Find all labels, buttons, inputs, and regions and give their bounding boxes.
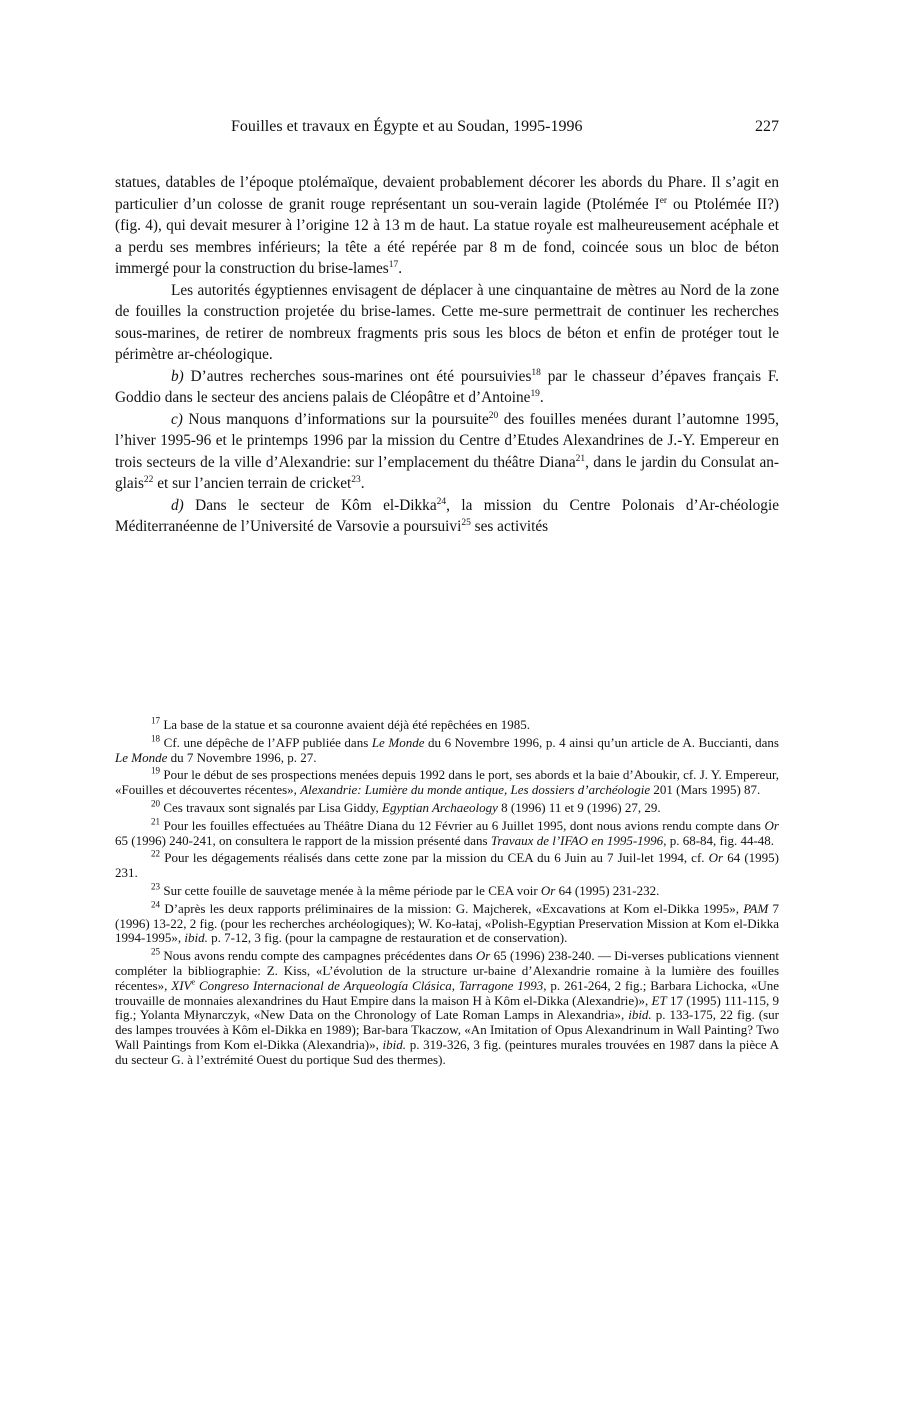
footnote-17: $^{17}$ La base de la statue et sa couronne avaient déjà été repêchées en 1985. — [151, 715, 531, 732]
footnote-25: $^{25}$ Nous avons rendu compte des campagnes précédentes dans Or 65 (1996) 238-240. — Di-verses publications viennent compléter la bibliographie: Z. Kiss, «L’évolution de la structure ur-baine d’Alexandrie romaine à la lumière des fouilles récentes», XIVe Congreso Internacional de Arqueología Clásica, Tarragone 1993, p. 261-264, 2 fig.; Barbara Lichocka, «Une trouvaille de monnaies alexandrines du Haut Empire dans la maison H à Kôm el-Dikka (Alexandrie)», ET 17 (1995) 111-115, 9 fig.; Yolanta Młynarczyk, «New Data on the Chronology of Late Roman Lamps in Alexandria», ibid. p. 133-175, 22 fig. (sur des lampes trouvées à Kôm el-Dikka en 1989); Bar-bara Tkaczow, «An Imitation of Opus Alexandrinum in Wall Painting? Two Wall Paintings from Kom el-Dikka (Alexandria)», ibid. p. 319-326, 3 fig. (peintures murales trouvées en 1987 dans la pièce A du secteur G. à l’extrémité Ouest du portique Sud des thermes). — [115, 946, 779, 1067]
footnote-21: $^{21}$ Pour les fouilles effectuées au Théâtre Diana du 12 Février au 6 Juillet 1995, dont nous avions rendu compte dans Or 65 (1996) 240-241, on consultera le rapport de la mission présenté dans Travaux de l’IFAO en 1995-1996, p. 68-84, fig. 44-48. — [115, 816, 779, 848]
footnotes — [115, 715, 780, 1071]
footnote-ref-18[interactable]: 18 — [531, 367, 541, 378]
footnote-ref-23[interactable]: 23 — [351, 474, 361, 485]
footnote-ref-21[interactable]: 21 — [575, 453, 586, 464]
footnote-ref-20[interactable]: 20 — [488, 410, 499, 421]
footnote-ref-22[interactable]: 22 — [143, 474, 154, 485]
running-title: Fouilles et travaux en Égypte et au Soudan, 1995-1996 — [231, 118, 583, 135]
footnote-23: $^{23}$ Sur cette fouille de sauvetage menée à la même période par le CEA voir Or 64 (1995) 231-232. — [151, 881, 660, 898]
main-text — [115, 172, 779, 538]
paragraph-b: b) D’autres recherches sous-marines ont été poursuivies$^{18}$ par le chasseur d’épaves français F. Goddio dans le secteur des anciens palais de Cléopâtre et d’Antoine$^{19}$. — [115, 367, 779, 406]
footnote-ref-24[interactable]: 24 — [436, 496, 447, 507]
paragraph-authorities: Les autorités égyptiennes envisagent de déplacer à une cinquantaine de mètres au Nord de la zone de fouilles la construction projetée du brise-lames. Cette me-sure permettrait de continuer les recherches sous-marines, de retirer de nombreux fragments pris sous les blocs de béton et enfin de protéger tout le périmètre ar-chéologique. — [115, 281, 779, 363]
footnote-20: $^{20}$ Ces travaux sont signalés par Lisa Giddy, Egyptian Archaeology 8 (1996) 11 et 9 (1996) 27, 29. — [151, 798, 661, 815]
footnote-ref-25[interactable]: 25 — [461, 517, 471, 528]
footnote-22: $^{22}$ Pour les dégagements réalisés dans cette zone par la mission du CEA du 6 Juin au 7 Juil-let 1994, cf. Or 64 (1995) 231. — [115, 849, 779, 881]
footnote-ref-17[interactable]: 17 — [388, 259, 399, 270]
footnote-24: $^{24}$ D’après les deux rapports préliminaires de la mission: G. Majcherek, «Excavations at Kom el-Dikka 1995», PAM 7 (1996) 13-22, 2 fig. (pour les recherches archéologiques); W. Ko-łataj, «Polish-Egyptian Preservation Mission at Kom el-Dikka 1994-1995», ibid. p. 7-12, 3 fig. (pour la campagne de restauration et de conservation). — [115, 899, 780, 946]
paragraph-d: d) Dans le secteur de Kôm el-Dikka$^{24}$, la mission du Centre Polonais d’Ar-chéologie Méditerranéenne de l’Université de Varsovie a poursuivi$^{25}$ ses activités — [115, 496, 779, 535]
footnote-18: $^{18}$ Cf. une dépêche de l’AFP publiée dans Le Monde du 6 Novembre 1996, p. 4 ainsi qu’un article de A. Buccianti, dans Le Monde du 7 Novembre 1996, p. 27. — [115, 733, 779, 765]
paragraph-statues: statues, datables de l’époque ptolémaïque, devaient probablement décorer les abords du Phare. Il s’agit en particulier d’un colosse de granit rouge représentant un sou-verain lagide (Ptolémée Ier ou Ptolémée II?) (fig. 4), qui devait mesurer à l’origine 12 à 13 m de haut. La statue royale est malheureusement acéphale et a perdu ses membres inférieurs; la tête a été repérée par 8 m de fond, coincée sous un bloc de béton immergé pour la construction du brise-lames$^{17}$. — [115, 174, 780, 277]
page-header — [115, 118, 779, 140]
paragraph-c: c) Nous manquons d’informations sur la poursuite$^{20}$ des fouilles menées durant l’automne 1995, l’hiver 1995-96 et le printemps 1996 par la mission du Centre d’Etudes Alexandrines de J.-Y. Empereur en trois secteurs de la ville d’Alexandrie: sur l’emplacement du théâtre Diana$^{21}$, dans le jardin du Consulat an-glais$^{22}$ et sur l’ancien terrain de cricket$^{23}$. — [115, 410, 779, 492]
footnote-ref-19[interactable]: 19 — [530, 388, 540, 399]
page-number: 227 — [755, 118, 779, 135]
footnote-19: $^{19}$ Pour le début de ses prospections menées depuis 1992 dans le port, ses abords et la baie d’Aboukir, cf. J. Y. Empereur, «Fouilles et découvertes récentes», Alexandrie: Lumière du monde antique, Les dossiers d’archéologie 201 (Mars 1995) 87. — [115, 766, 780, 798]
